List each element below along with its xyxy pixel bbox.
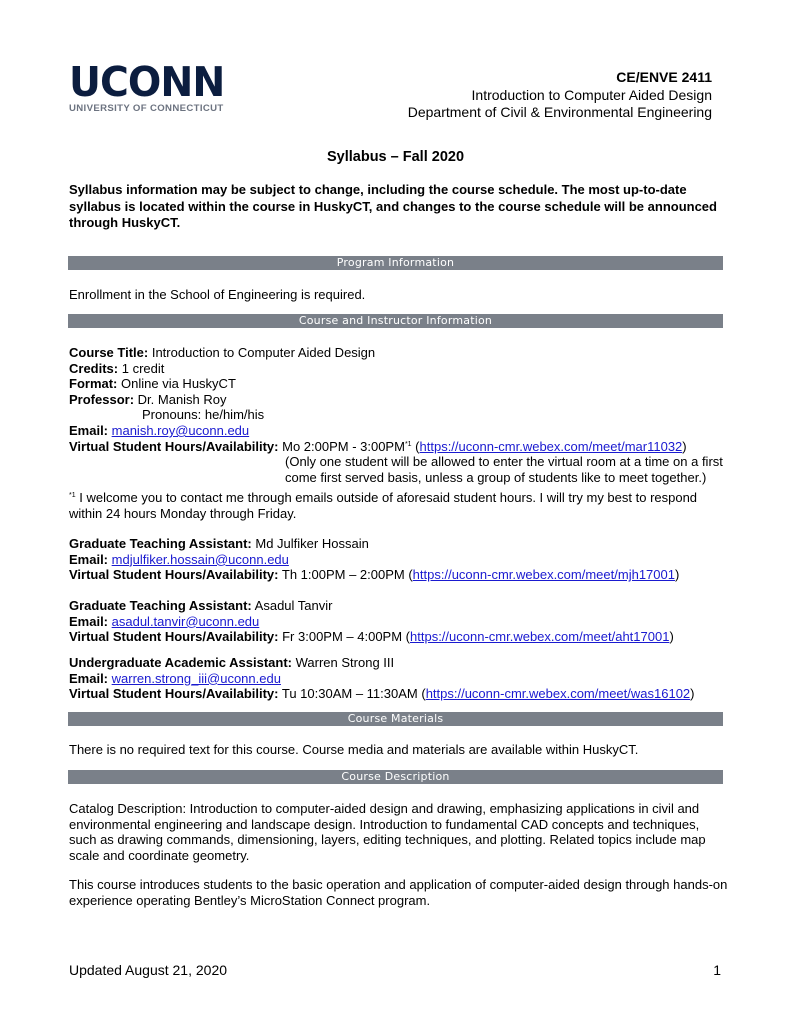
- section-heading-instructor: Course and Instructor Information: [68, 314, 723, 328]
- hours-note-line-2: come first served basis, unless a group of students like to meet together.): [285, 469, 707, 485]
- assistant-role-row: [69, 655, 729, 671]
- assistant-webex-link[interactable]: https://uconn-cmr.webex.com/meet/was16102: [425, 686, 691, 702]
- professor-hours-row: Virtual Student Hours/Availability: Mo 2:00PM - 3:00PM$^{*1}$ (https://uconn-cmr.webex.com/meet/mar11032): [69, 438, 687, 454]
- assistant-email-label: Email:: [69, 613, 109, 629]
- assistant-hours-row: Virtual Student Hours/Availability: Fr 3:00PM – 4:00PM (https://uconn-cmr.webex.com/meet/aht17001): [69, 629, 674, 645]
- assistant-hours-value: Tu 10:30AM – 11:30AM: [281, 686, 418, 702]
- assistant-role: Graduate Teaching Assistant:: [69, 598, 252, 613]
- professor-hours-label: Virtual Student Hours/Availability:: [69, 438, 279, 454]
- credits-row: [69, 361, 729, 377]
- description-paragraph-2: This course introduces students to the basic operation and application of computer-aided design through hands-on experience operating Bentley’s MicroStation Connect program.: [69, 877, 728, 908]
- assistant-hours-label: Virtual Student Hours/Availability:: [69, 567, 279, 583]
- logo-subtitle: UNIVERSITY OF CONNECTICUT: [69, 103, 224, 114]
- assistant-hours-label: Virtual Student Hours/Availability:: [69, 686, 279, 702]
- department-name: Department of Civil & Environmental Engineering: [407, 104, 712, 120]
- credits-value: 1 credit: [121, 360, 165, 376]
- description-paragraph-1: Catalog Description: Introduction to computer-aided design and drawing, emphasizing applications in civil and environmental engineering and landscape design. Introduction to fundamental CAD concepts and techniques, such as drawing commands, dimensioning, layers, editing techniques, and plotting. Related topics include map scale and coordinate geometry.: [69, 801, 706, 863]
- assistant-2: [69, 598, 729, 645]
- course-name: Introduction to Computer Aided Design: [471, 86, 712, 103]
- page-number: 1: [713, 962, 721, 978]
- assistant-3: [69, 655, 729, 702]
- format-label: Format:: [69, 376, 118, 392]
- section-heading-materials: Course Materials: [68, 712, 723, 726]
- section-heading-description: Course Description: [68, 770, 723, 784]
- professor-email-row: [69, 423, 729, 439]
- course-title-label: Course Title:: [69, 345, 149, 360]
- assistant-role: Undergraduate Academic Assistant:: [69, 655, 292, 670]
- assistant-name: Asadul Tanvir: [254, 598, 333, 613]
- assistant-hours-label: Virtual Student Hours/Availability:: [69, 629, 279, 645]
- syllabus-notice: Syllabus information may be subject to change, including the course schedule. The most up-to-date syllabus is located within the course in HuskyCT, and changes to the course schedule will be announced through HuskyCT.: [69, 182, 717, 230]
- assistant-hours-value: Fr 3:00PM – 4:00PM: [282, 629, 403, 645]
- assistant-hours-row: Virtual Student Hours/Availability: Th 1:00PM – 2:00PM (https://uconn-cmr.webex.com/meet/mjh17001): [69, 567, 680, 583]
- assistant-email-label: Email:: [69, 670, 109, 686]
- format-row: [69, 376, 729, 392]
- assistant-email-label: Email:: [69, 551, 109, 567]
- professor-webex-link[interactable]: https://uconn-cmr.webex.com/meet/mar11032: [419, 438, 683, 454]
- assistant-email-link[interactable]: mdjulfiker.hossain@uconn.edu: [111, 551, 289, 567]
- assistant-1: [69, 536, 729, 583]
- assistant-role-row: [69, 536, 729, 552]
- professor-row: [69, 392, 729, 408]
- assistant-email-row: [69, 671, 729, 687]
- credits-label: Credits:: [69, 360, 119, 376]
- professor-email-label: Email:: [69, 422, 109, 438]
- professor-label: Professor:: [69, 391, 135, 407]
- format-value: Online via HuskyCT: [121, 376, 236, 392]
- program-text: Enrollment in the School of Engineering is required.: [69, 287, 366, 302]
- assistant-webex-link[interactable]: https://uconn-cmr.webex.com/meet/aht17001: [410, 629, 670, 645]
- course-code: CE/ENVE 2411: [616, 69, 712, 85]
- course-header: [408, 69, 712, 122]
- section-heading-program: Program Information: [68, 256, 723, 270]
- course-title-row: [69, 345, 729, 361]
- assistant-name: Md Julfiker Hossain: [255, 536, 369, 551]
- page-title: Syllabus – Fall 2020: [326, 149, 465, 165]
- uconn-logo: [69, 58, 239, 114]
- assistant-email-link[interactable]: asadul.tanvir@uconn.edu: [111, 613, 260, 629]
- professor-value: Dr. Manish Roy: [137, 391, 227, 407]
- professor-email-link[interactable]: manish.roy@uconn.edu: [111, 422, 250, 438]
- professor-hours-value: Mo 2:00PM - 3:00PM: [282, 438, 405, 454]
- hours-note-line-1: (Only one student will be allowed to enter the virtual room at a time on a first: [285, 454, 723, 470]
- assistant-role: Graduate Teaching Assistant:: [69, 536, 252, 551]
- assistant-role-row: [69, 598, 729, 614]
- assistant-email-link[interactable]: warren.strong_iii@uconn.edu: [111, 670, 281, 686]
- footnote-mark: *1: [69, 492, 76, 499]
- assistant-hours-value: Th 1:00PM – 2:00PM: [281, 567, 405, 583]
- assistant-hours-row: Virtual Student Hours/Availability: Tu 10:30AM – 11:30AM (https://uconn-cmr.webex.com/meet/was16102): [69, 686, 695, 702]
- assistant-name: Warren Strong III: [295, 655, 395, 670]
- footnote-text: I welcome you to contact me through emails outside of aforesaid student hours. I will try my best to respond within 24 hours Monday through Friday.: [69, 490, 698, 521]
- assistant-webex-link[interactable]: https://uconn-cmr.webex.com/meet/mjh17001: [412, 567, 675, 583]
- course-info: [69, 345, 729, 485]
- pronouns: Pronouns: he/him/his: [142, 407, 265, 423]
- assistant-email-row: [69, 552, 729, 568]
- materials-text: There is no required text for this course. Course media and materials are available within HuskyCT.: [69, 742, 639, 757]
- footnote: [69, 490, 729, 521]
- logo-wordmark: UCONN: [69, 58, 225, 106]
- updated-date: Updated August 21, 2020: [69, 962, 228, 978]
- assistant-email-row: [69, 614, 729, 630]
- footnote-marker: *1: [404, 440, 412, 448]
- course-title-value: Introduction to Computer Aided Design: [151, 345, 376, 360]
